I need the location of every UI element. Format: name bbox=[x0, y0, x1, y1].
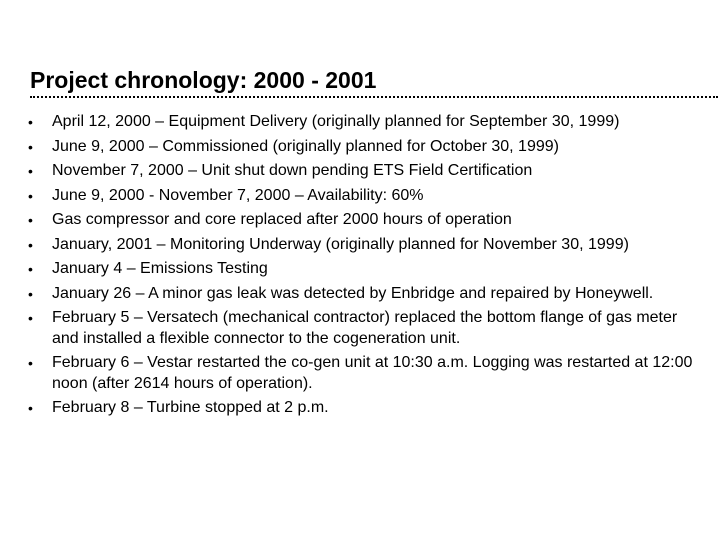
list-item-text: Gas compressor and core replaced after 2000 hours of operation bbox=[52, 211, 512, 228]
title-divider bbox=[30, 96, 718, 98]
list-item-text: April 12, 2000 – Equipment Delivery (originally planned for September 30, 1999) bbox=[52, 113, 620, 130]
bullet-icon: • bbox=[28, 310, 33, 326]
bullet-icon: • bbox=[28, 261, 33, 277]
bullet-icon: • bbox=[28, 212, 33, 228]
list-item-text: January, 2001 – Monitoring Underway (originally planned for November 30, 1999) bbox=[52, 235, 629, 253]
list-item-text: February 5 – Versatech (mechanical contractor) replaced the bottom flange of gas meter and installed a flexible connector to the cogeneration unit. bbox=[52, 309, 678, 347]
list-item-text: November 7, 2000 – Unit shut down pending ETS Field Certification bbox=[52, 162, 533, 179]
list-item-text: February 6 – Vestar restarted the co-gen unit at 10:30 a.m. Logging was restarted at 12:00 noon (after 2614 hours of operation). bbox=[52, 354, 693, 392]
bullet-icon: • bbox=[28, 236, 33, 253]
list-item-text: February 8 – Turbine stopped at 2 p.m. bbox=[52, 399, 329, 416]
bullet-icon: • bbox=[28, 114, 33, 130]
list-item bbox=[26, 186, 698, 207]
list-item bbox=[26, 308, 698, 349]
list-item bbox=[26, 259, 698, 280]
list-item bbox=[26, 398, 698, 419]
list-item bbox=[26, 353, 698, 394]
list-item-text: January 26 – A minor gas leak was detected by Enbridge and repaired by Honeywell. bbox=[52, 284, 654, 302]
bullet-icon: • bbox=[28, 285, 33, 302]
slide-title: Project chronology: 2000 - 2001 bbox=[30, 67, 377, 93]
list-item bbox=[26, 112, 698, 133]
list-item-text: January 4 – Emissions Testing bbox=[52, 260, 268, 277]
bullet-icon: • bbox=[28, 187, 33, 204]
list-item bbox=[26, 137, 698, 158]
bullet-icon: • bbox=[28, 163, 33, 179]
list-item bbox=[26, 235, 698, 256]
bullet-icon: • bbox=[28, 400, 33, 416]
bullet-icon: • bbox=[28, 138, 33, 155]
list-item bbox=[26, 284, 698, 305]
list-item-text: June 9, 2000 - November 7, 2000 – Availability: 60% bbox=[52, 186, 424, 204]
bullet-icon: • bbox=[28, 355, 33, 371]
chronology-list bbox=[26, 112, 698, 423]
list-item-text: June 9, 2000 – Commissioned (originally planned for October 30, 1999) bbox=[52, 137, 559, 155]
list-item bbox=[26, 161, 698, 182]
list-item bbox=[26, 210, 698, 231]
